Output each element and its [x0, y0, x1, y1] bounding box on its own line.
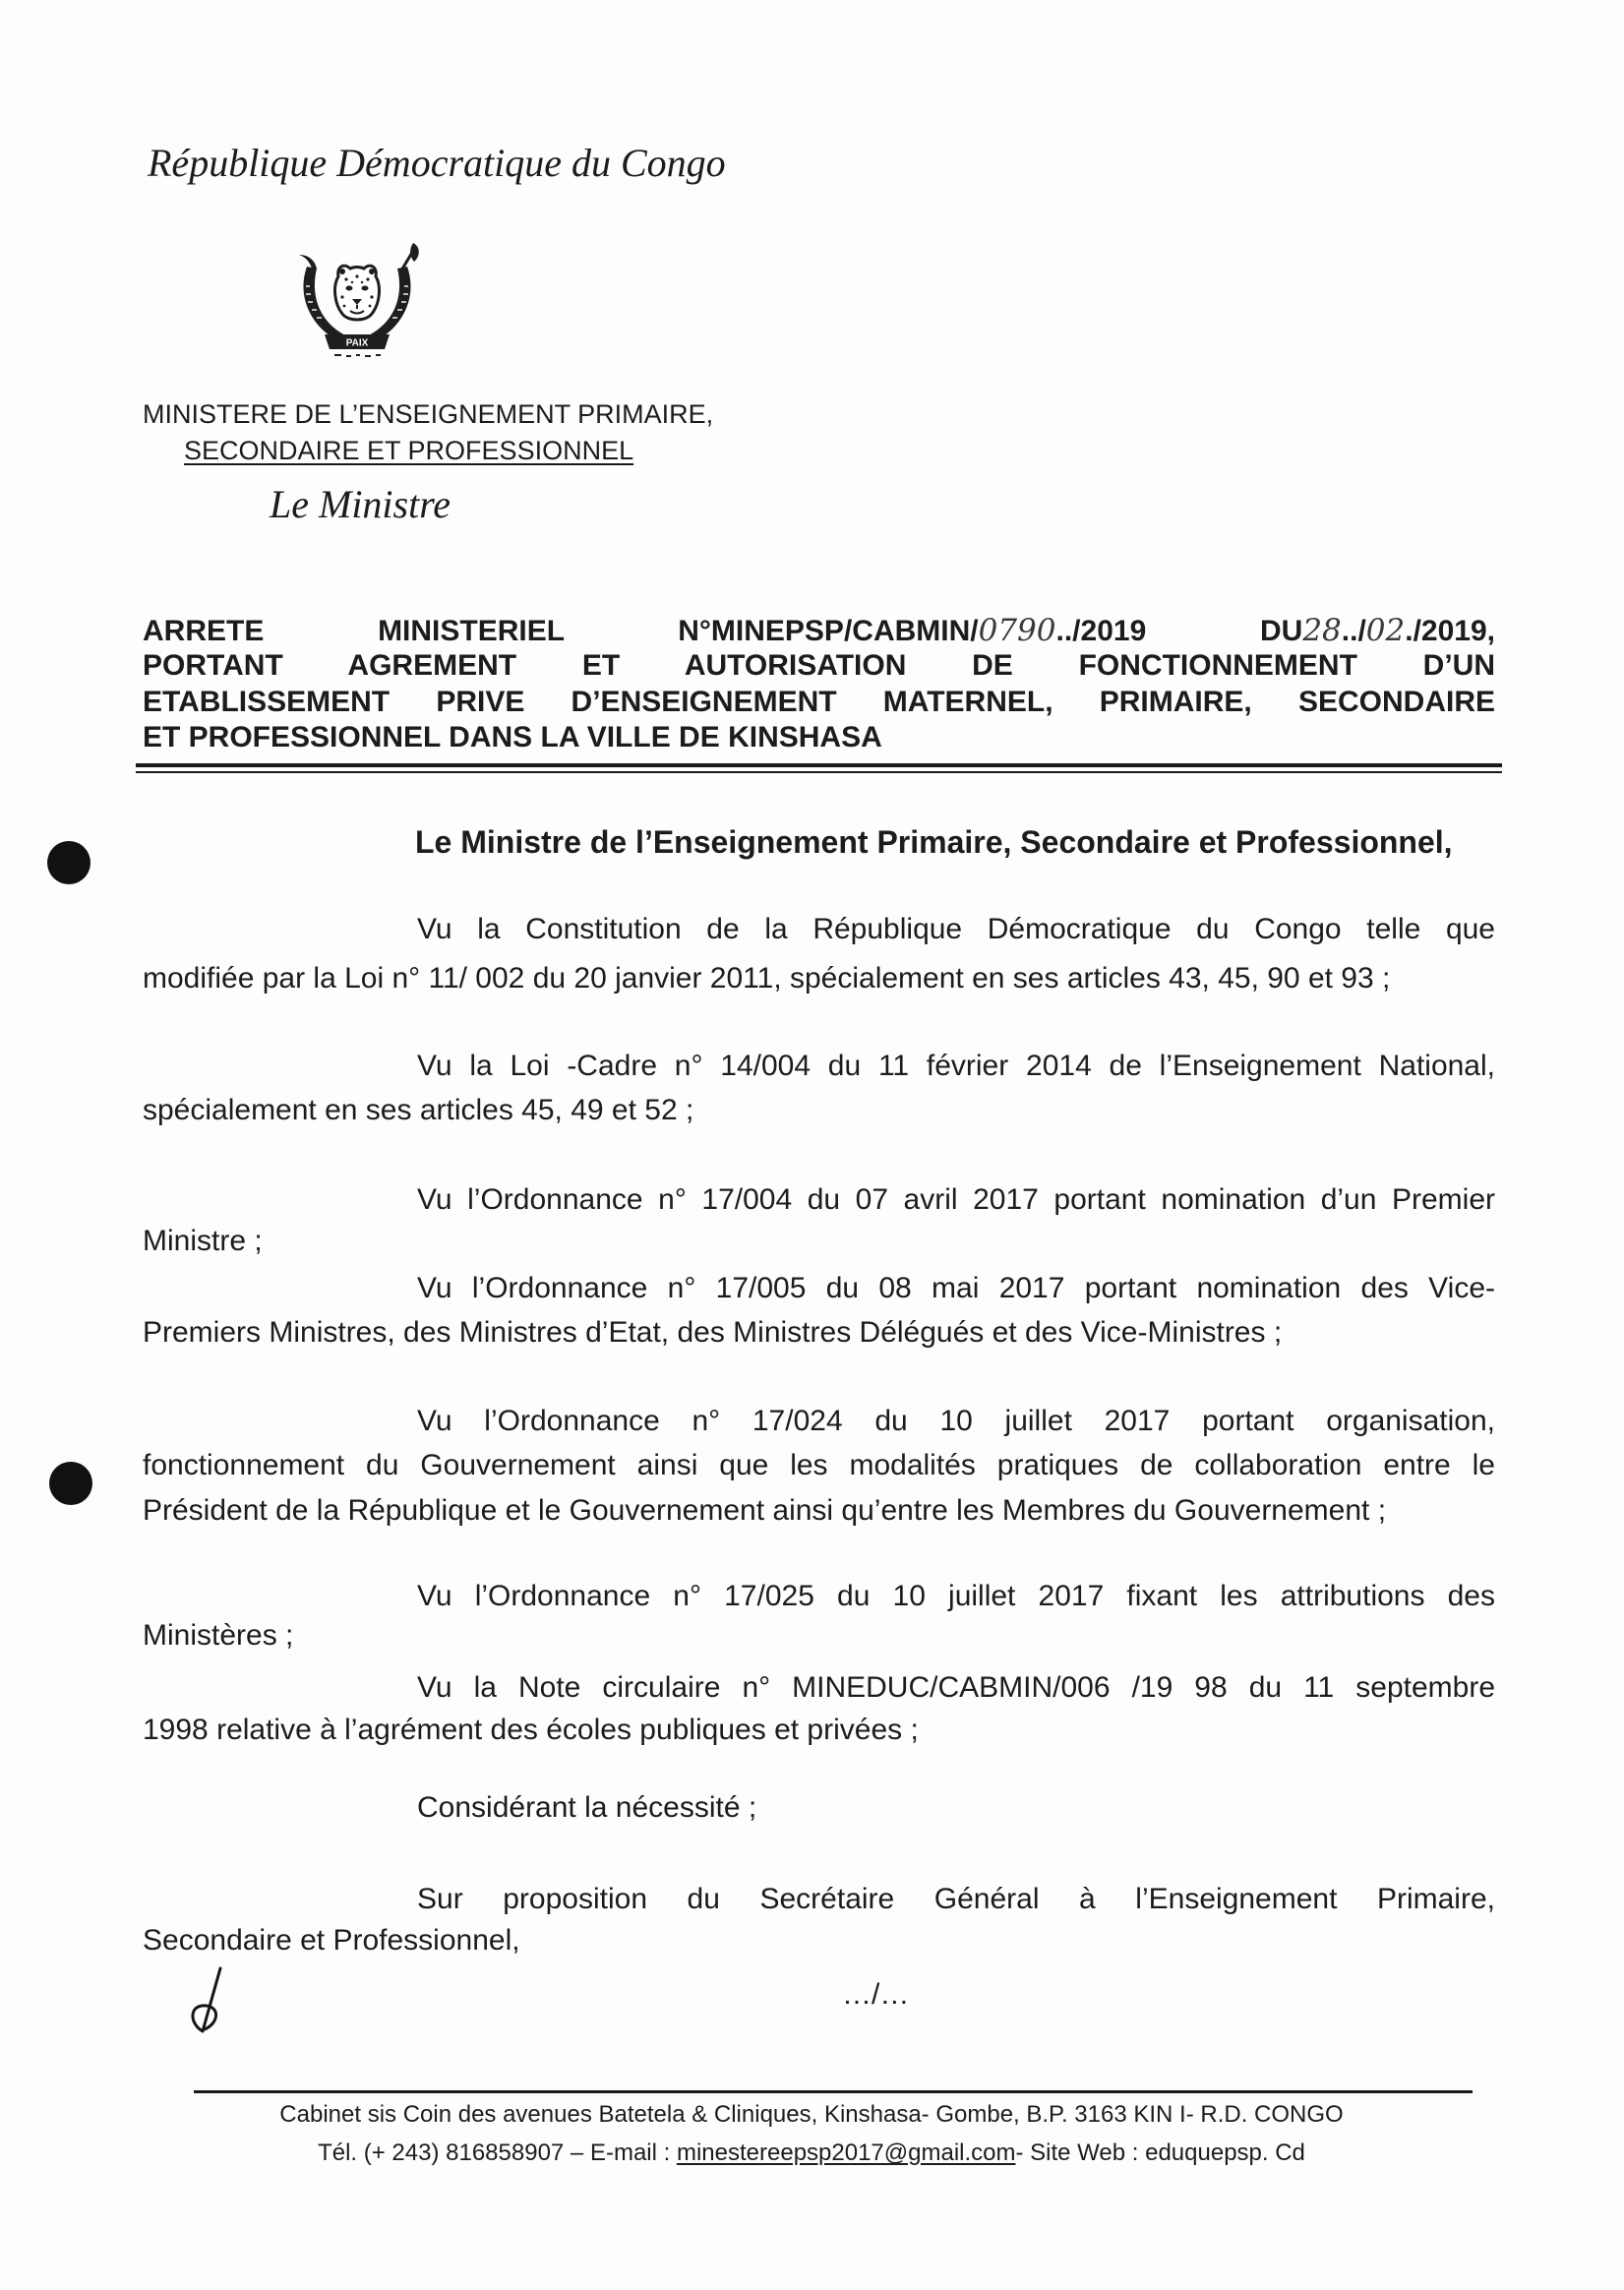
footer-address: Cabinet sis Coin des avenues Batetela & Cliniques, Kinshasa- Gombe, B.P. 3163 KIN I- R.D. CONGO: [279, 2101, 1344, 2128]
decree-reference-prefix: N°MINEPSP/CABMIN/: [678, 615, 979, 647]
body-line: Vu l’Ordonnance n° 17/004 du 07 avril 2017 portant nomination d’un Premier: [417, 1183, 1495, 1216]
title-word: MINISTERIEL: [378, 615, 565, 647]
body-line: Président de la République et le Gouvernement ainsi qu’entre les Membres du Gouvernement ;: [143, 1494, 1387, 1527]
body-line: Vu l’Ordonnance n° 17/025 du 10 juillet 2017 fixant les attributions des: [417, 1580, 1495, 1612]
republic-heading: République Démocratique du Congo: [148, 141, 726, 185]
coat-of-arms-emblem: [287, 243, 427, 361]
handwritten-decree-number: 0790: [978, 613, 1056, 648]
handwritten-initials: [177, 1962, 256, 2041]
footer-contact: [148, 2139, 1475, 2168]
date-label: DU: [1259, 615, 1303, 647]
title-rule-thick: [136, 763, 1502, 767]
body-line: Vu la Note circulaire n° MINEDUC/CABMIN/006 /19 98 du 11 septembre: [417, 1671, 1495, 1704]
footer-rule: [194, 2090, 1473, 2093]
body-line: spécialement en ses articles 45, 49 et 52 ;: [143, 1094, 694, 1126]
title-line-3: ETABLISSEMENT PRIVE D’ENSEIGNEMENT MATERNEL, PRIMAIRE, SECONDAIRE: [143, 686, 1495, 718]
punch-hole: [49, 1462, 92, 1505]
body-line: Vu la Loi -Cadre n° 14/004 du 11 février 2014 de l’Enseignement National,: [417, 1050, 1495, 1082]
body-line: Vu l’Ordonnance n° 17/024 du 10 juillet 2017 portant organisation,: [417, 1405, 1495, 1437]
body-line: Premiers Ministres, des Ministres d’Etat, des Ministres Délégués et des Vice-Ministres ;: [143, 1316, 1283, 1349]
handwritten-day: 28: [1302, 613, 1342, 648]
footer-email: minestereepsp2017@gmail.com: [676, 2139, 1016, 2166]
footer-website: - Site Web : eduquepsp. Cd: [1015, 2139, 1305, 2166]
preamble-heading: Le Ministre de l’Enseignement Primaire, Secondaire et Professionnel,: [415, 824, 1453, 860]
date-year: ./2019,: [1405, 615, 1495, 647]
body-line: Ministères ;: [143, 1619, 294, 1652]
body-line: Secondaire et Professionnel,: [143, 1924, 520, 1957]
body-line: modifiée par la Loi n° 11/ 002 du 20 janvier 2011, spécialement en ses articles 43, 45, 90 et 93 ;: [143, 962, 1391, 994]
title-line-2: PORTANT AGREMENT ET AUTORISATION DE FONCTIONNEMENT D’UN: [143, 649, 1495, 682]
footer-phone: Tél. (+ 243) 816858907 – E-mail :: [318, 2139, 671, 2166]
body-line: 1998 relative à l’agrément des écoles publiques et privées ;: [143, 1714, 919, 1746]
body-line: Vu l’Ordonnance n° 17/005 du 08 mai 2017 portant nomination des Vice-: [417, 1272, 1495, 1304]
ministry-name-line2: SECONDAIRE ET PROFESSIONNEL: [184, 436, 634, 465]
title-rule-thin: [136, 771, 1502, 773]
office-title: Le Ministre: [270, 482, 451, 526]
title-word: ARRETE: [143, 615, 265, 647]
body-line: Sur proposition du Secrétaire Général à l’Enseignement Primaire,: [417, 1883, 1495, 1915]
emblem-motto: PAIX: [345, 337, 369, 349]
title-line-1: [143, 613, 1495, 649]
body-line: Vu la Constitution de la République Démocratique du Congo telle que: [417, 913, 1495, 945]
body-line: Considérant la nécessité ;: [417, 1791, 757, 1824]
continuation-mark: …/…: [842, 1978, 910, 2011]
decree-date: [1260, 615, 1495, 647]
body-line: Ministre ;: [143, 1225, 263, 1257]
decree-reference-suffix: ../2019: [1055, 615, 1147, 647]
punch-hole: [47, 841, 90, 884]
handwritten-month: 02: [1365, 613, 1406, 648]
decree-reference: [678, 615, 1146, 647]
date-separator: ../: [1341, 615, 1366, 647]
ministry-name-line1: MINISTERE DE L’ENSEIGNEMENT PRIMAIRE,: [143, 399, 714, 429]
title-line-4: ET PROFESSIONNEL DANS LA VILLE DE KINSHASA: [143, 721, 882, 753]
body-line: fonctionnement du Gouvernement ainsi que les modalités pratiques de collaboration entre le: [143, 1449, 1495, 1481]
